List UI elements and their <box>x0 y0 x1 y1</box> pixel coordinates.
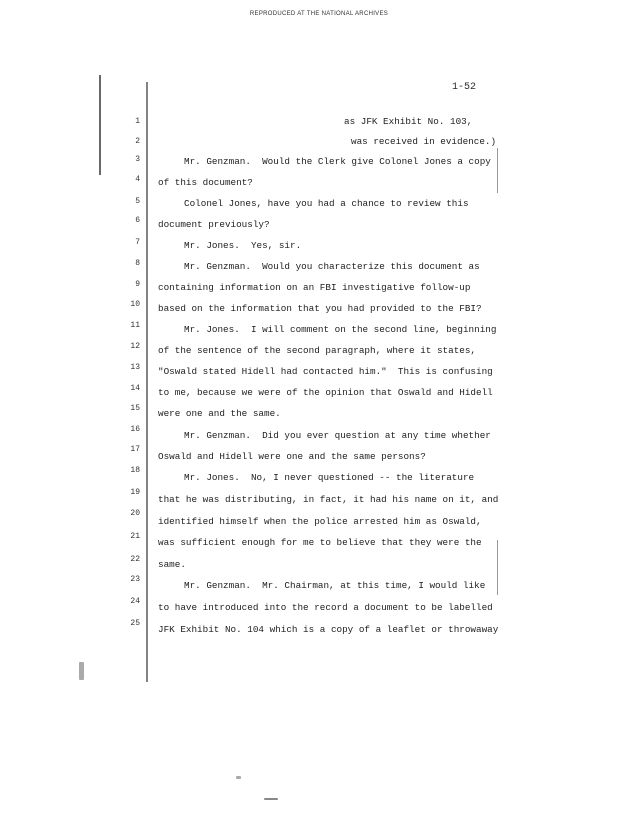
line-number: 22 <box>130 555 140 564</box>
line-number: 9 <box>135 280 140 289</box>
right-margin-mark <box>497 540 498 595</box>
transcript-line: Mr. Jones. I will comment on the second line, beginning <box>184 324 497 335</box>
line-number: 10 <box>130 300 140 309</box>
transcript-line: of the sentence of the second paragraph, where it states, <box>158 345 477 356</box>
line-number: 1 <box>135 117 140 126</box>
transcript-line: Oswald and Hidell were one and the same persons? <box>158 451 426 462</box>
transcript-line: to have introduced into the record a document to be labelled <box>158 602 493 613</box>
line-number: 4 <box>135 175 140 184</box>
transcript-line: of this document? <box>158 177 253 188</box>
line-number: 20 <box>130 509 140 518</box>
margin-rule <box>146 82 148 682</box>
line-number: 11 <box>130 321 140 330</box>
transcript-line: document previously? <box>158 219 270 230</box>
line-number: 16 <box>130 425 140 434</box>
transcript-line: Mr. Genzman. Would you characterize this document as <box>184 261 480 272</box>
scan-smudge <box>236 776 241 779</box>
line-number: 6 <box>135 216 140 225</box>
line-number: 7 <box>135 238 140 247</box>
archives-stamp: REPRODUCED AT THE NATIONAL ARCHIVES <box>249 11 389 17</box>
transcript-line: Mr. Jones. No, I never questioned -- the literature <box>184 472 475 483</box>
line-number: 17 <box>130 445 140 454</box>
transcript-line: Mr. Genzman. Did you ever question at any time whether <box>184 430 491 441</box>
transcript-line: Mr. Genzman. Would the Clerk give Colonel Jones a copy <box>184 156 491 167</box>
transcript-line: "Oswald stated Hidell had contacted him." This is confusing <box>158 366 493 377</box>
transcript-line: as JFK Exhibit No. 103, <box>344 116 473 127</box>
line-number: 18 <box>130 466 140 475</box>
transcript-line: Colonel Jones, have you had a chance to review this <box>184 198 469 209</box>
transcript-line: to me, because we were of the opinion that Oswald and Hidell <box>158 387 493 398</box>
line-number: 14 <box>130 384 140 393</box>
line-number: 13 <box>130 363 140 372</box>
transcript-line: was received in evidence.) <box>351 136 497 147</box>
line-number: 24 <box>130 597 140 606</box>
right-margin-mark <box>497 148 498 193</box>
line-number: 12 <box>130 342 140 351</box>
transcript-line: based on the information that you had provided to the FBI? <box>158 303 482 314</box>
transcript-line: containing information on an FBI investigative follow-up <box>158 282 471 293</box>
transcript-line: Mr. Genzman. Mr. Chairman, at this time, I would like <box>184 580 486 591</box>
line-number: 2 <box>135 137 140 146</box>
line-number: 5 <box>135 197 140 206</box>
line-number: 19 <box>130 488 140 497</box>
transcript-line: were one and the same. <box>158 408 281 419</box>
transcript-line: was sufficient enough for me to believe that they were the <box>158 537 482 548</box>
line-number: 3 <box>135 155 140 164</box>
scan-smudge <box>79 662 84 680</box>
line-number: 23 <box>130 575 140 584</box>
scan-smudge <box>264 798 278 800</box>
line-number: 25 <box>130 619 140 628</box>
transcript-line: same. <box>158 559 186 570</box>
transcript-line: identified himself when the police arrested him as Oswald, <box>158 516 482 527</box>
line-number: 21 <box>130 532 140 541</box>
left-margin-bar <box>99 75 101 175</box>
transcript-line: that he was distributing, in fact, it had his name on it, and <box>158 494 499 505</box>
transcript-line: JFK Exhibit No. 104 which is a copy of a leaflet or throwaway <box>158 624 499 635</box>
page-number: 1-52 <box>452 82 477 93</box>
line-number: 8 <box>135 259 140 268</box>
transcript-line: Mr. Jones. Yes, sir. <box>184 240 302 251</box>
line-number: 15 <box>130 404 140 413</box>
